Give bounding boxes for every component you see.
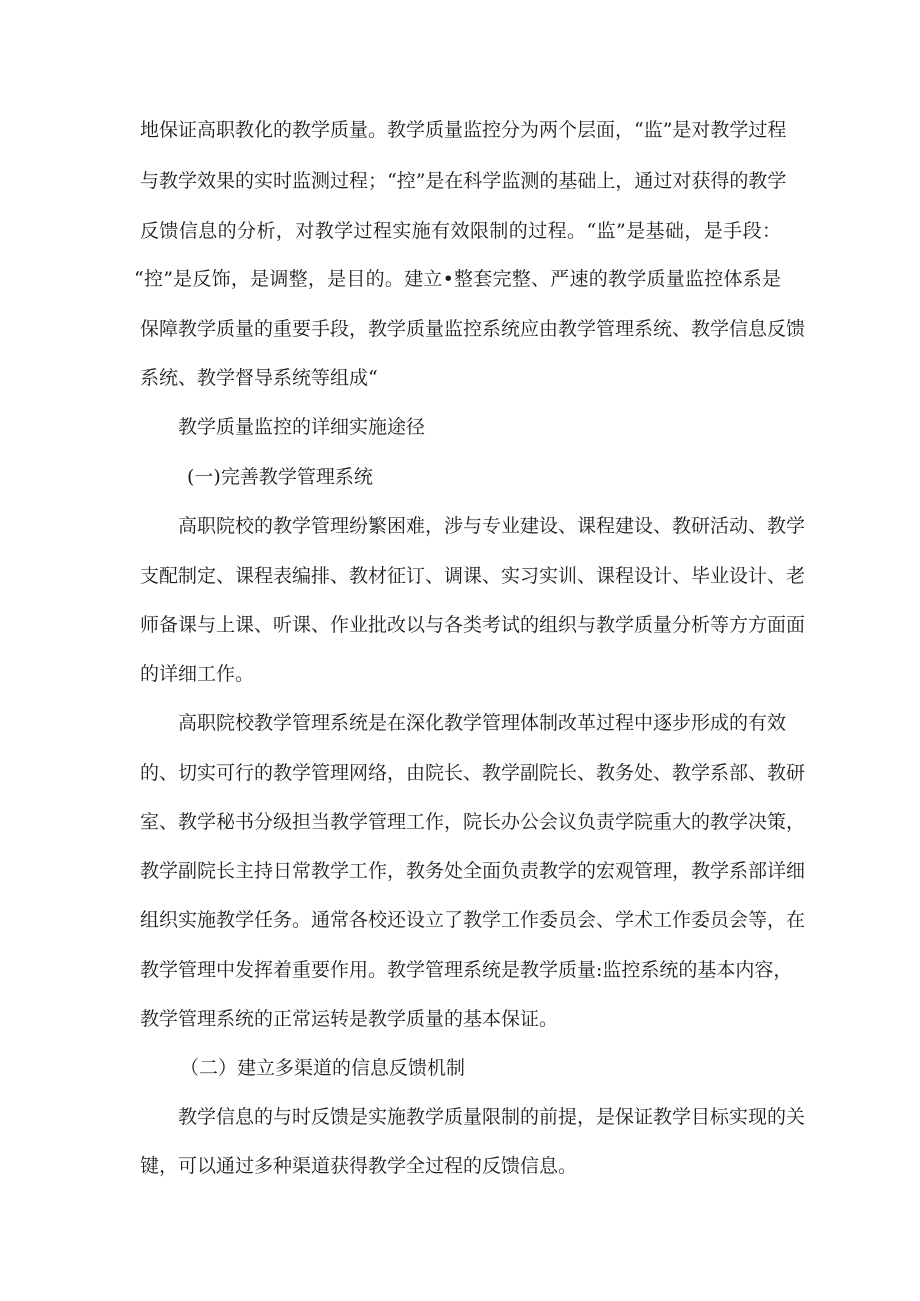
- subheading-1: (一)完善教学管理系统: [187, 466, 373, 488]
- paragraph-2-line: 支配制定、课程表编排、教材征订、调课、实习实训、课程设计、毕业设计、老: [140, 565, 806, 587]
- paragraph-4-line: 教学信息的与时反馈是实施教学质量限制的前提，是保证教学目标实现的关: [178, 1106, 806, 1128]
- paragraph-4-line: 键，可以通过多种渠道获得教学全过程的反馈信息。: [140, 1155, 578, 1177]
- paragraph-2-line: 高职院校的教学管理纷繁困难，涉与专业建设、课程建设、教研活动、教学: [178, 515, 806, 537]
- paragraph-2-line: 师备课与上课、听课、作业批改以与各类考试的组织与教学质量分析等方方面面: [140, 614, 806, 636]
- paragraph-3-line: 组织实施教学任务。通常各校还设立了教学工作委员会、学术工作委员会等，在: [140, 909, 806, 931]
- paragraph-3-line: 教学副院长主持日常教学工作，教务处全面负责教学的宏观管理，教学系部详细: [140, 860, 806, 882]
- paragraph-1-line: 保障教学质量的重要手段，教学质量监控系统应由教学管理系统、教学信息反馈: [140, 318, 806, 340]
- paragraph-1-line: 系统、教学督导系统等组成“: [140, 367, 378, 389]
- section-heading: 教学质量监控的详细实施途径: [178, 416, 426, 438]
- paragraph-3-line: 教学管理系统的正常运转是教学质量的基本保证。: [140, 1008, 559, 1030]
- paragraph-1-line: 地保证高职教化的教学质量。教学质量监控分为两个层面，“监”是对教学过程: [140, 119, 787, 141]
- paragraph-3-line: 教学管理中发挥着重要作用。教学管理系统是教学质量:监控系统的基本内容，: [140, 959, 793, 981]
- paragraph-3-line: 高职院校教学管理系统是在深化教学管理体制改革过程中逐步形成的有效: [178, 712, 787, 734]
- paragraph-3-line: 室、教学秘书分级担当教学管理工作，院长办公会议负责学院重大的教学决策，: [140, 811, 806, 833]
- paragraph-1-line: 与教学效果的实时监测过程；“控”是在科学监测的基础上，通过对获得的教学: [140, 170, 787, 192]
- subheading-2: （二）建立多渠道的信息反馈机制: [180, 1057, 466, 1079]
- paragraph-3-line: 的、切实可行的教学管理网络，由院长、教学副院长、教务处、教学系部、教研: [140, 762, 806, 784]
- paragraph-2-line: 的详细工作。: [140, 663, 255, 685]
- paragraph-1-line: 反馈信息的分析，对教学过程实施有效限制的过程。“监”是基础，是手段：: [140, 220, 781, 242]
- paragraph-1-line: “控”是反饰，是调整，是目的。建立•整套完整、严速的教学质量监控体系是: [134, 268, 781, 290]
